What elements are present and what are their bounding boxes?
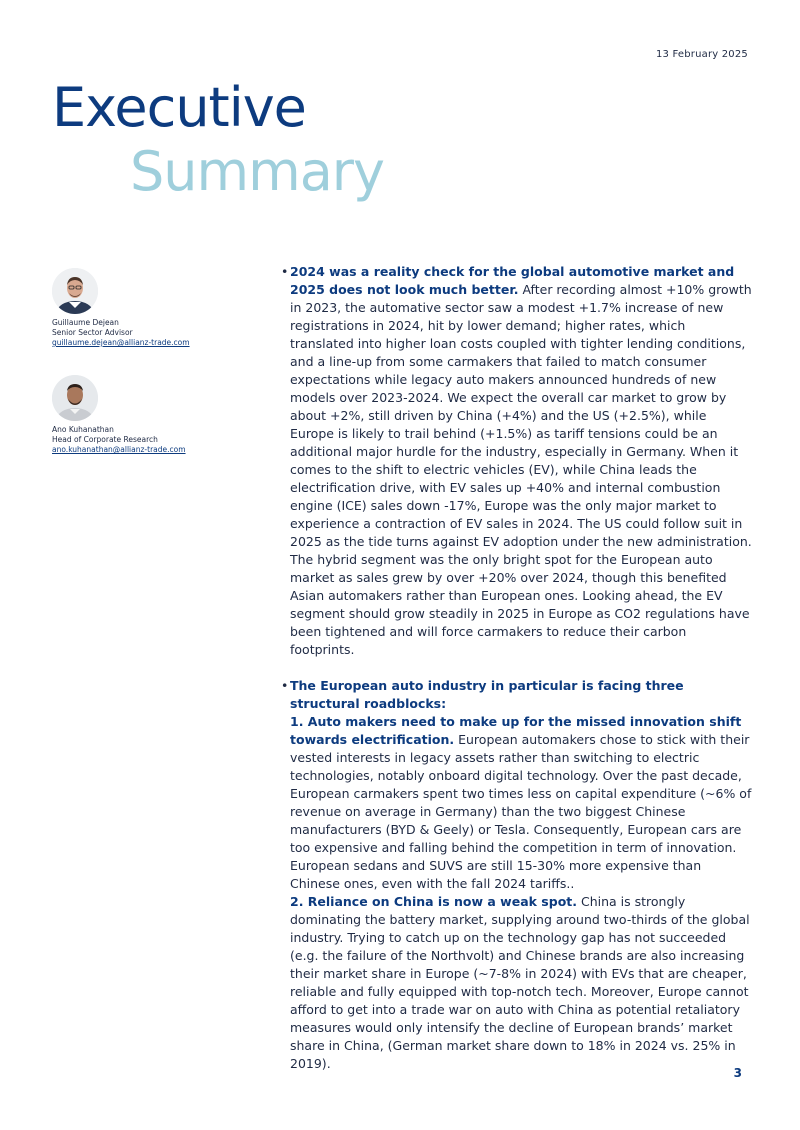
roadblock-2-lead: 2. Reliance on China is now a weak spot.	[290, 894, 577, 909]
author-email-2[interactable]: ano.kuhanathan@allianz-trade.com	[52, 445, 186, 454]
roadblock-1-paragraph	[290, 713, 753, 893]
title-executive: Executive	[52, 76, 306, 139]
author-role-1: Senior Sector Advisor	[52, 328, 133, 337]
author-photo-2	[52, 375, 98, 421]
report-date: 13 February 2025	[655, 49, 748, 60]
bullet-marker: •	[281, 678, 289, 693]
summary-bullet-2	[283, 677, 753, 1073]
author-email-1[interactable]: guillaume.dejean@allianz-trade.com	[52, 338, 190, 347]
author-card-1	[52, 268, 252, 348]
bullet-1-lead: 2024 was a reality check for the global automotive market and 2025 does not look much better.	[290, 264, 735, 297]
roadblock-2-paragraph	[290, 893, 753, 1073]
page-number: 3	[733, 1066, 742, 1080]
summary-body	[283, 263, 753, 1091]
bullet-marker: •	[281, 264, 289, 279]
roadblock-2-text: China is strongly dominating the battery market, supplying around two-thirds of the global industry. Trying to catch up on the technology gap has not succeeded (e.g. the failure of the Northvolt) and Chinese brands are also increasing their market share in Europe (~7-8% in 2024) with EVs that are cheaper, reliable and fully equipped with top-notch tech. Moreover, Europe cannot afford to get into a trade war on auto with China as potential retaliatory measures would only intensify the decline of European brands’ market share in China, (German market share down to 18% in 2024 vs. 25% in 2019).	[290, 894, 750, 1071]
bullet-1-paragraph	[290, 263, 753, 659]
author-name-2: Ano Kuhanathan	[52, 425, 114, 434]
summary-bullet-1	[283, 263, 753, 659]
bullet-2-heading: The European auto industry in particular is facing three structural roadblocks:	[290, 678, 684, 711]
bullet-1-text: After recording almost +10% growth in 2023, the automative sector saw a modest +1.7% increase of new registrations in 2024, hit by lower demand; higher rates, which translated into higher loan costs coupled with tighter lending conditions, and a line-up from some carmakers that failed to match consumer expectations while legacy auto makers announced hundreds of new models over 2023-2024. We expect the overall car market to grow by about +2%, still driven by China (+4%) and the US (+2.5%), while Europe is likely to trail behind (+1.5%) as tariff tensions could be an additional major hurdle for the industry, especially in Germany. When it comes to the shift to electric vehicles (EV), while China leads the electrification drive, with EV sales up +40% and internal combustion engine (ICE) sales down -17%, Europe was the only major market to experience a contraction of EV sales in 2024. The US could follow suit in 2025 as the tide turns against EV adoption under the new administration. The hybrid segment was the only bright spot for the European auto market as sales grew by over +20% over 2024, though this benefited Asian automakers rather than European ones. Looking ahead, the EV segment should grow steadily in 2025 in Europe as CO2 regulations have been tightened and will force carmakers to reduce their carbon footprints.	[290, 282, 752, 657]
author-photo-1	[52, 268, 98, 314]
author-role-2: Head of Corporate Research	[52, 435, 158, 444]
roadblock-1-lead: 1. Auto makers need to make up for the missed innovation shift towards electrification.	[290, 714, 742, 747]
author-name-1: Guillaume Dejean	[52, 318, 119, 327]
author-card-2	[52, 375, 252, 455]
roadblock-1-text: European automakers chose to stick with their vested interests in legacy assets rather than switching to electric technologies, notably onboard digital technology. Over the past decade, European carmakers spent two times less on capital expenditure (~6% of revenue on average in Germany) than the two biggest Chinese manufacturers (BYD & Geely) or Tesla. Consequently, European cars are too expensive and falling behind the competition in term of innovation. European sedans and SUVS are still 15-30% more expensive than Chinese ones, even with the fall 2024 tariffs..	[290, 732, 752, 891]
title-summary: Summary	[130, 140, 384, 203]
